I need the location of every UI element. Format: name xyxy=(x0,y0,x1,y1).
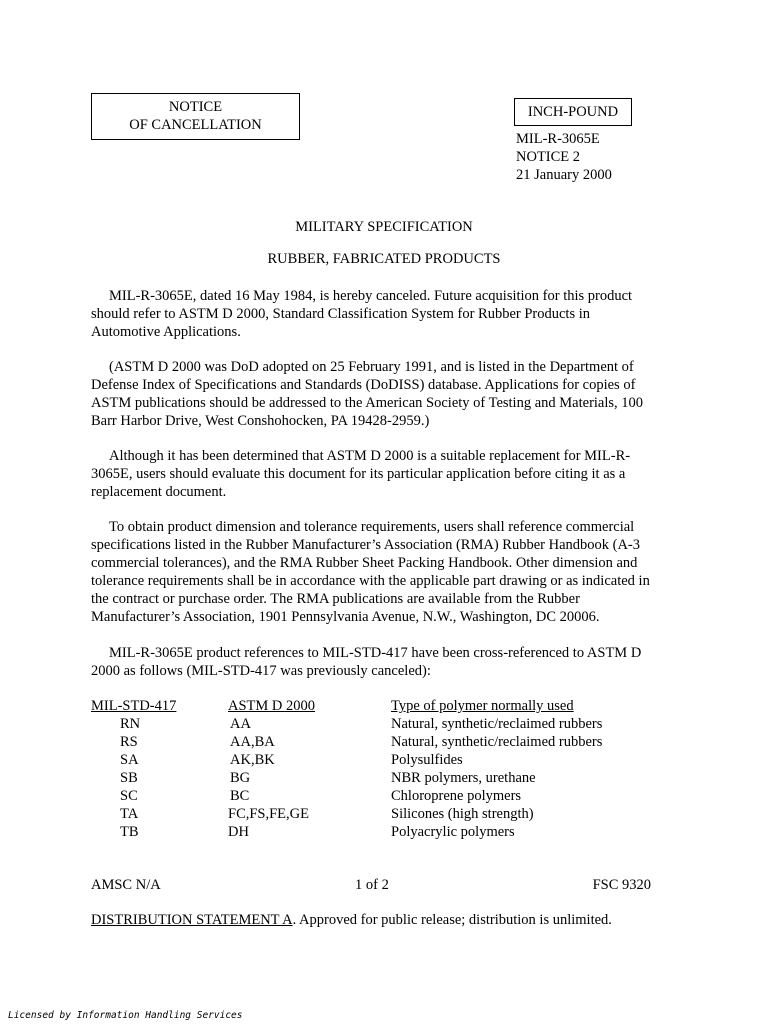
cross-reference-table xyxy=(91,697,602,841)
license-notice: Licensed by Information Handling Services xyxy=(8,1010,243,1021)
cell-polymer: Silicones (high strength) xyxy=(391,806,534,822)
table-header-row xyxy=(91,697,602,715)
table-row xyxy=(91,787,602,805)
table-row xyxy=(91,823,602,841)
notice-of-cancellation-box xyxy=(91,93,300,140)
cell-astm: AA xyxy=(230,716,251,732)
cell-astm: FC,FS,FE,GE xyxy=(228,806,309,822)
cell-mil-std: SB xyxy=(120,770,138,786)
spec-title: MILITARY SPECIFICATION xyxy=(295,219,473,235)
spec-subject: RUBBER, FABRICATED PRODUCTS xyxy=(267,251,501,267)
cell-polymer: Natural, synthetic/reclaimed rubbers xyxy=(391,734,603,750)
distribution-statement xyxy=(91,911,612,929)
cell-astm: BG xyxy=(230,770,251,786)
header-astm: ASTM D 2000 xyxy=(228,698,316,714)
notice-line-1: NOTICE xyxy=(168,99,223,115)
inch-pound-box: INCH-POUND xyxy=(514,98,632,126)
cell-mil-std: RS xyxy=(120,734,138,750)
cell-astm: AK,BK xyxy=(230,752,275,768)
paragraph-replacement: Although it has been determined that ASTM D 2000 is a suitable replacement for MIL-R-3065E, users should evaluate this document for its particular application before citing it as a replacement document. xyxy=(91,448,631,500)
paragraph-cross-reference: MIL-R-3065E product references to MIL-STD-417 have been cross-referenced to ASTM D 2000 as follows (MIL-STD-417 was previously canceled): xyxy=(91,645,642,679)
paragraph-cancellation: MIL-R-3065E, dated 16 May 1984, is hereby canceled. Future acquisition for this product should refer to ASTM D 2000, Standard Classification System for Rubber Products in Automotive Applications. xyxy=(91,288,633,340)
cell-astm: AA,BA xyxy=(230,734,275,750)
amsc-code: AMSC N/A xyxy=(91,877,161,893)
page-number: 1 of 2 xyxy=(355,877,389,893)
document-reference xyxy=(516,130,612,184)
fsc-code: FSC 9320 xyxy=(592,877,651,893)
cell-astm: DH xyxy=(228,824,249,840)
table-row xyxy=(91,733,602,751)
cell-mil-std: TA xyxy=(120,806,139,822)
cell-mil-std: TB xyxy=(120,824,139,840)
notice-number: NOTICE 2 xyxy=(516,149,581,165)
cell-polymer: Polyacrylic polymers xyxy=(391,824,515,840)
cell-polymer: Natural, synthetic/reclaimed rubbers xyxy=(391,716,603,732)
table-row xyxy=(91,715,602,733)
header-polymer-type: Type of polymer normally used xyxy=(391,698,574,714)
header-mil-std: MIL-STD-417 xyxy=(91,698,177,714)
cell-mil-std: SA xyxy=(120,752,139,768)
table-row xyxy=(91,769,602,787)
notice-line-2: OF CANCELLATION xyxy=(129,117,262,133)
cell-polymer: NBR polymers, urethane xyxy=(391,770,536,786)
paragraph-astm-adoption: (ASTM D 2000 was DoD adopted on 25 February 1991, and is listed in the Department of Defense Index of Specifications and Standards (DoDISS) database. Applications for copies of ASTM publications should be addressed to the American Society of Testing and Materials, 100 Barr Harbor Drive, West Conshohocken, PA 19428-2959.) xyxy=(91,359,644,429)
distribution-label: DISTRIBUTION STATEMENT A xyxy=(91,912,293,928)
paragraph-tolerances: To obtain product dimension and tolerance requirements, users shall reference commercial specifications listed in the Rubber Manufacturer’s Association (RMA) Rubber Handbook (A-3 commercial tolerances), and the RMA Rubber Sheet Packing Handbook. Other dimension and tolerance requirements shall be in accordance with the applicable part drawing or as indicated in the contract or purchase order. The RMA publications are available from the Rubber Manufacturer’s Association, 1901 Pennsylvania Avenue, N.W., Washington, DC 20006. xyxy=(91,519,650,625)
table-row xyxy=(91,805,602,823)
cell-polymer: Polysulfides xyxy=(391,752,463,768)
notice-date: 21 January 2000 xyxy=(516,167,612,183)
cell-mil-std: RN xyxy=(120,716,141,732)
cell-astm: BC xyxy=(230,788,250,804)
cell-mil-std: SC xyxy=(120,788,138,804)
cell-polymer: Chloroprene polymers xyxy=(391,788,522,804)
table-row xyxy=(91,751,602,769)
doc-number: MIL-R-3065E xyxy=(516,131,600,147)
distribution-text: . Approved for public release; distribution is unlimited. xyxy=(292,912,612,928)
